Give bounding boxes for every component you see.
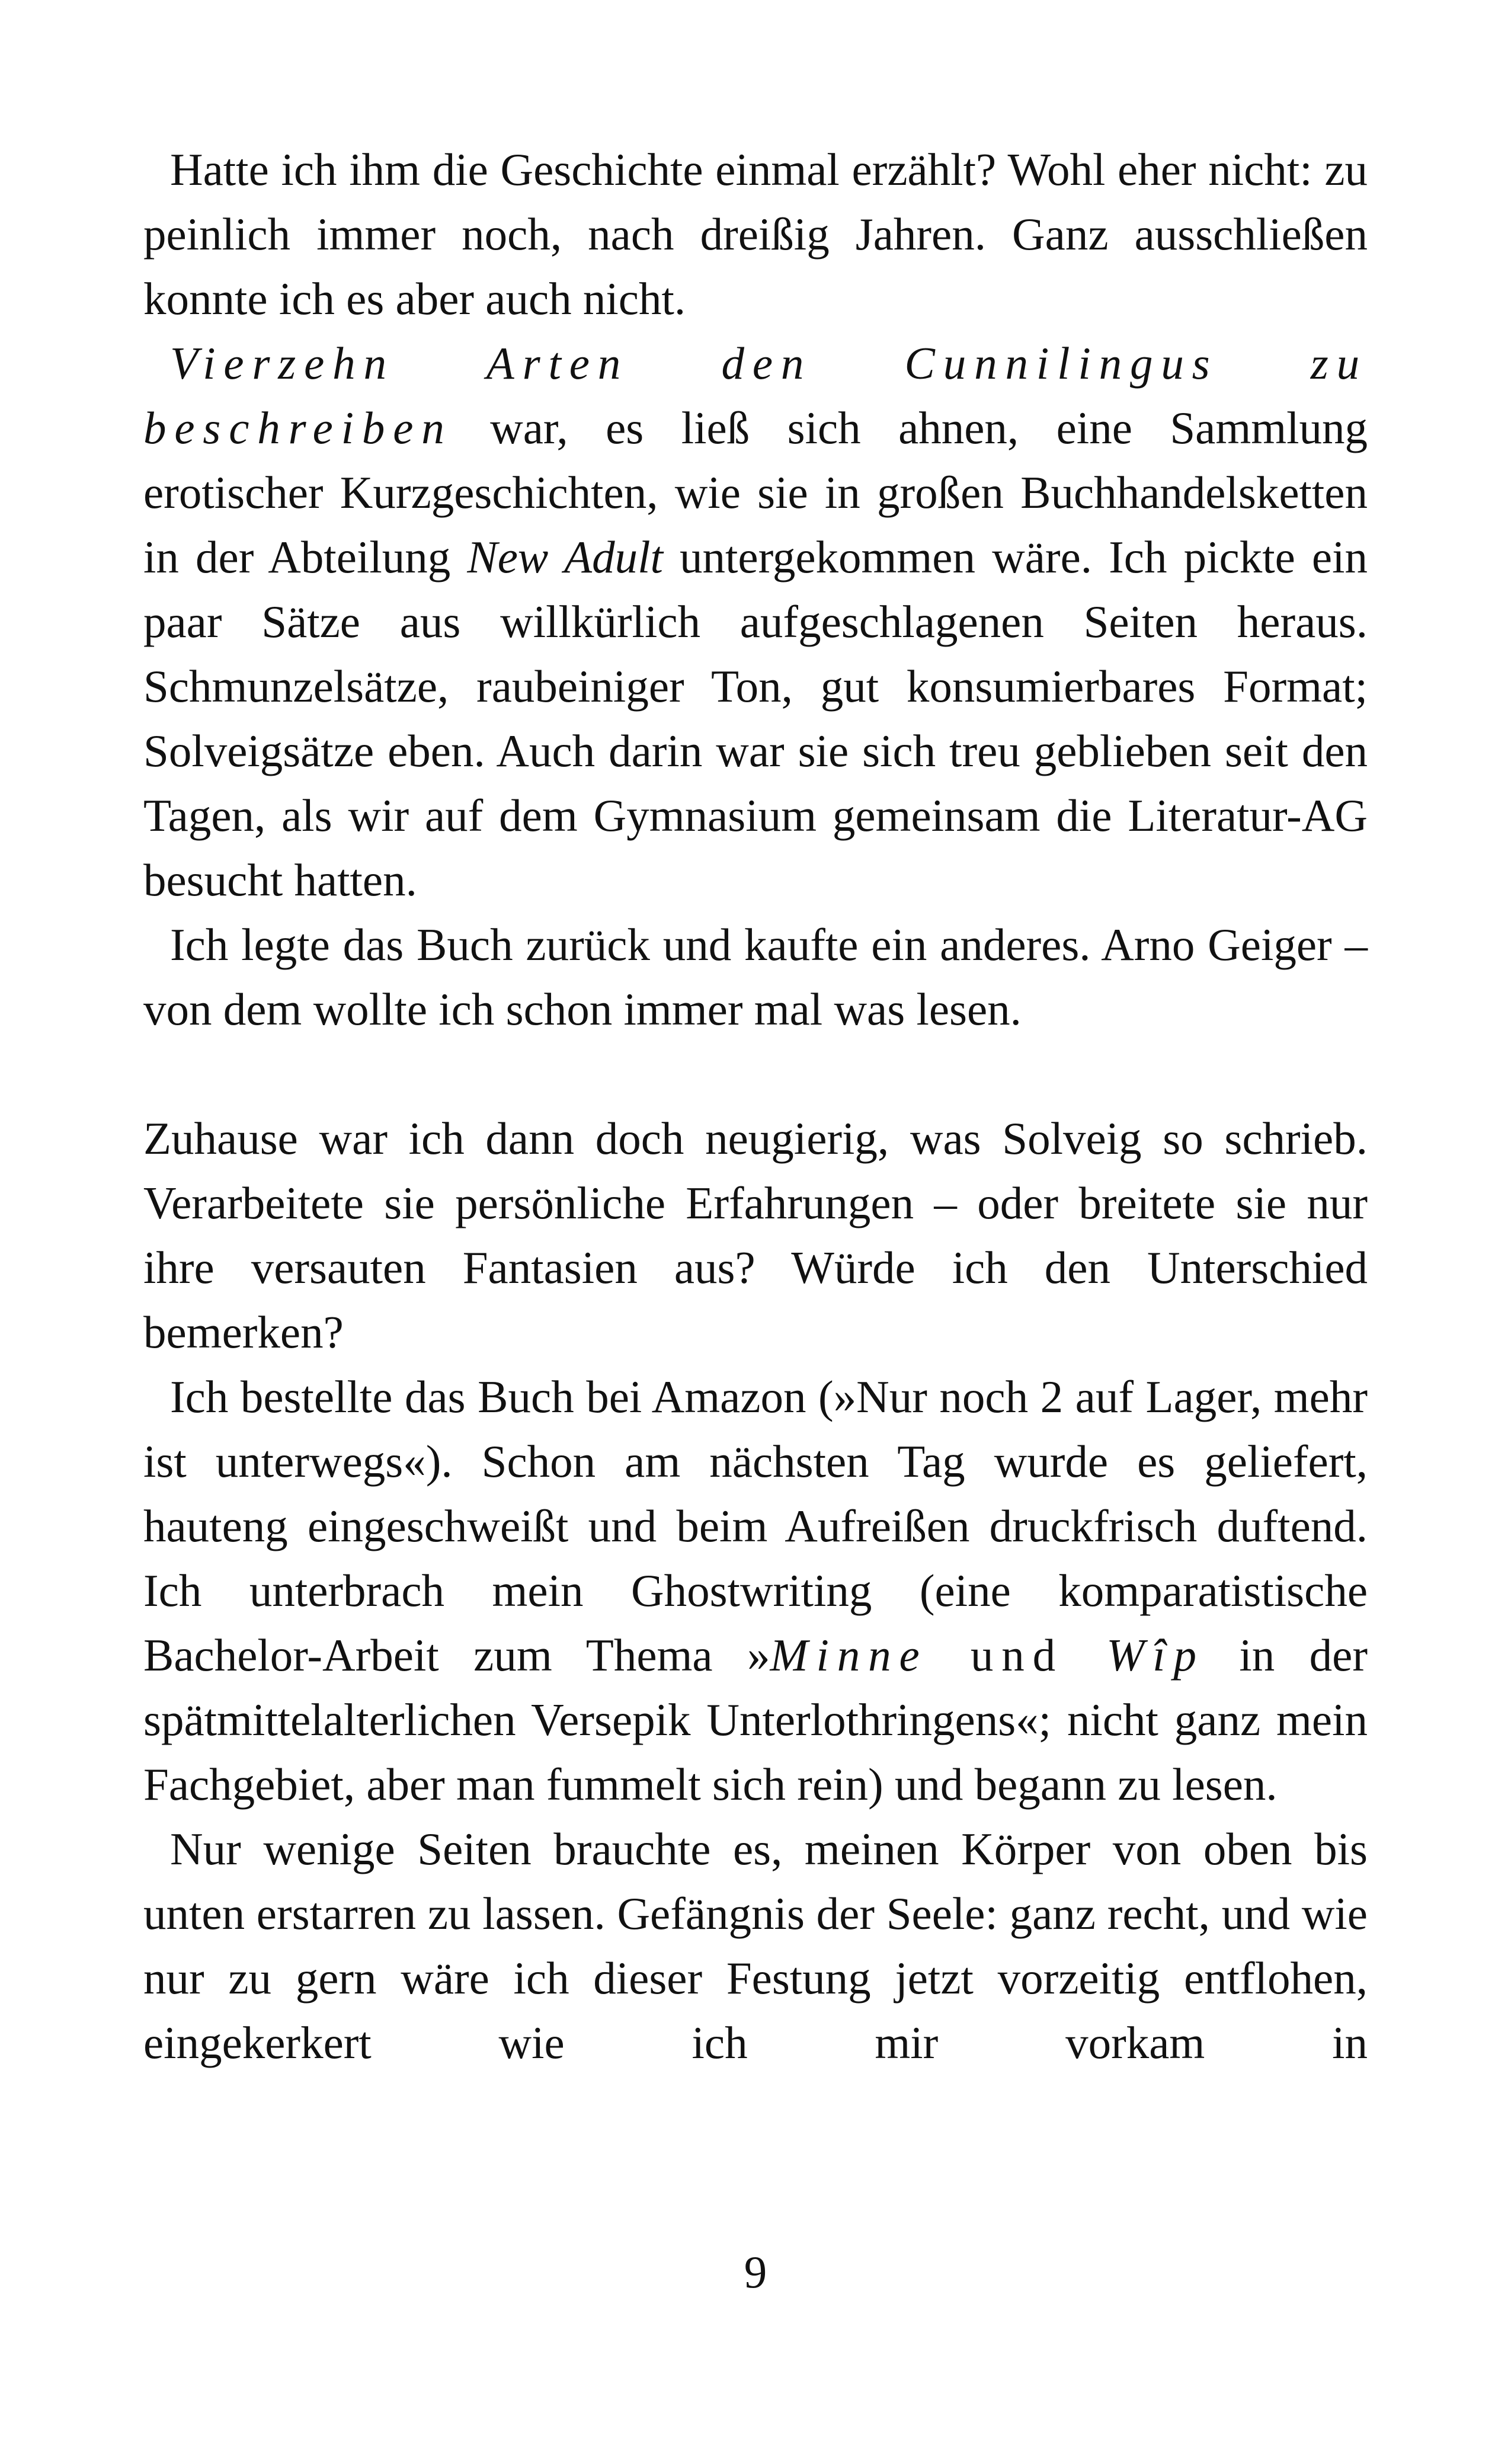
paragraph-5-text-a: Ich bestellte das Buch bei Amazon (»Nur noch 2 auf Lager, mehr ist unterwegs«). Schon am nächsten Tag wurde es geliefert, hauteng eingeschweißt und beim Aufreißen druckfrisch duftend. Ich unterbrach mein Ghostwriting (eine komparatistische Bachelor-Arbeit zum Thema » <box>143 1371 1368 1681</box>
paragraph-4 <box>143 1106 1368 1365</box>
paragraph-6 <box>143 1817 1368 2075</box>
paragraph-2-text-b: untergekommen wäre. Ich pickte ein paar Sätze aus willkürlich aufgeschlagenen Seiten heraus. Schmunzelsätze, raubeiniger Ton, gut konsumierbares Format; Solveigsätze eben. Auch darin war sie sich treu geblieben seit den Tagen, als wir auf dem Gymnasium gemeinsam die Literatur-AG besucht hatten. <box>143 532 1368 905</box>
page-number: 9 <box>744 2247 767 2297</box>
section-break <box>143 1042 1368 1106</box>
genre-italic: New Adult <box>467 532 663 583</box>
term-und-spaced: und <box>927 1630 1107 1681</box>
book-title-italic: Vierzehn Arten den Cunnilingus zu beschreiben <box>143 338 1368 453</box>
term-minne-italic: Minne <box>770 1630 928 1681</box>
body-text <box>143 137 1368 2075</box>
paragraph-3 <box>143 913 1368 1042</box>
term-wip-italic: Wîp <box>1106 1630 1205 1681</box>
paragraph-5 <box>143 1365 1368 1817</box>
paragraph-6-text: Nur wenige Seiten brauchte es, meinen Körper von oben bis unten erstarren zu lassen. Gefängnis der Seele: ganz recht, und wie nur zu gern wäre ich dieser Festung jetzt vorzeitig entflohen, eingekerkert wie ich mir vorkam in <box>143 1823 1368 2068</box>
paragraph-3-text: Ich legte das Buch zurück und kaufte ein anderes. Arno Geiger – von dem wollte ich schon immer mal was lesen. <box>143 919 1368 1035</box>
paragraph-1-text: Hatte ich ihm die Geschichte einmal erzählt? Wohl eher nicht: zu peinlich immer noch, nach dreißig Jahren. Ganz ausschließen konnte ich es aber auch nicht. <box>143 144 1368 324</box>
paragraph-4-text: Zuhause war ich dann doch neugierig, was Solveig so schrieb. Verarbeitete sie persönliche Erfahrungen – oder breitete sie nur ihre versauten Fantasien aus? Würde ich den Unterschied bemerken? <box>143 1113 1368 1358</box>
paragraph-2-text-a: war, es ließ sich ahnen, eine Sammlung erotischer Kurzgeschichten, wie sie in großen Buchhandelsketten in der Abteilung <box>143 402 1368 583</box>
paragraph-2 <box>143 331 1368 913</box>
paragraph-5-text-b: in der spätmittelalterlichen Versepik Unterlothringens«; nicht ganz mein Fachgebiet, aber man fummelt sich rein) und begann zu lesen. <box>143 1630 1368 1810</box>
paragraph-1 <box>143 137 1368 331</box>
